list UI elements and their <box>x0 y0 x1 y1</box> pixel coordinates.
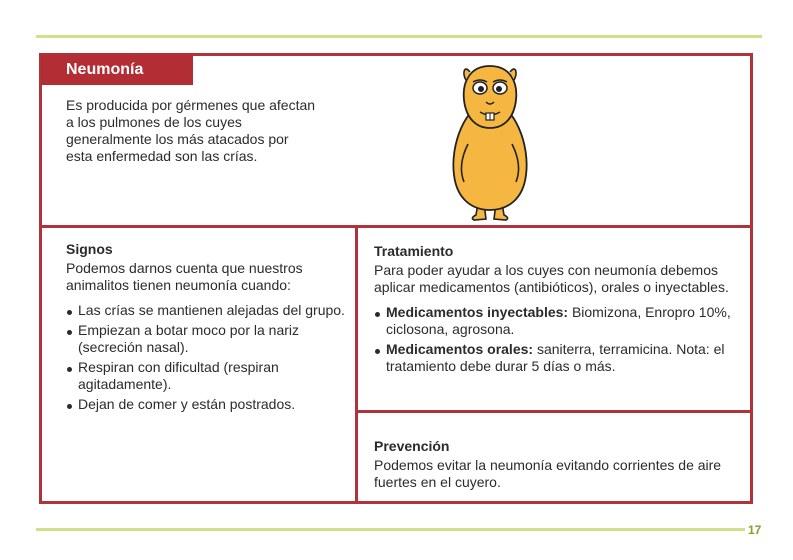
bullet-icon <box>375 312 380 317</box>
item-label: Medicamentos orales: <box>386 341 534 357</box>
bottom-rule <box>36 528 762 531</box>
top-rule <box>36 35 762 38</box>
intro-text: Es producida por gérmenes que afectan a los pulmones de los cuyes generalmente los más atacados por esta enfermedad son las crías. <box>66 97 316 164</box>
signos-text: Podemos darnos cuenta que nuestros animalitos tienen neumonía cuando: <box>66 260 303 293</box>
divider-horizontal-top <box>39 225 753 228</box>
divider-vertical <box>355 227 358 504</box>
bullet-icon <box>67 404 72 409</box>
prevencion-text: Podemos evitar la neumonía evitando corrientes de aire fuertes en el cuyero. <box>374 457 722 490</box>
list-item: Respiran con dificultad (respiran agitadamente). <box>66 359 351 393</box>
item-label: Medicamentos inyectables: <box>386 304 569 320</box>
list-item: Las crías se mantienen alejadas del grupo. <box>66 302 351 319</box>
signos-heading: Signos <box>66 241 113 257</box>
bullet-icon <box>67 367 72 372</box>
list-item: Medicamentos orales: saniterra, terramicina. Nota: el tratamiento debe durar 5 días o más. <box>374 341 734 375</box>
bullet-icon <box>67 310 72 315</box>
prevencion-section <box>374 438 734 491</box>
guinea-pig-icon <box>440 60 540 225</box>
list-item: Empiezan a botar moco por la nariz (secreción nasal). <box>66 322 351 356</box>
bullet-icon <box>375 349 380 354</box>
tratamiento-list <box>374 304 734 375</box>
page-title: Neumonía <box>41 55 193 85</box>
bullet-icon <box>67 330 72 335</box>
tratamiento-section <box>374 243 734 378</box>
prevencion-heading: Prevención <box>374 438 450 454</box>
list-item: Medicamentos inyectables: Biomizona, Enropro 10%, ciclosona, agrosona. <box>374 304 734 338</box>
tratamiento-heading: Tratamiento <box>374 243 454 259</box>
signos-list <box>66 302 351 413</box>
list-item: Dejan de comer y están postrados. <box>66 396 351 413</box>
signos-section <box>66 241 351 416</box>
tratamiento-text: Para poder ayudar a los cuyes con neumonía debemos aplicar medicamentos (antibióticos), orales o inyectables. <box>374 262 729 295</box>
page-number: 17 <box>745 523 764 537</box>
divider-horizontal-right <box>356 410 753 413</box>
